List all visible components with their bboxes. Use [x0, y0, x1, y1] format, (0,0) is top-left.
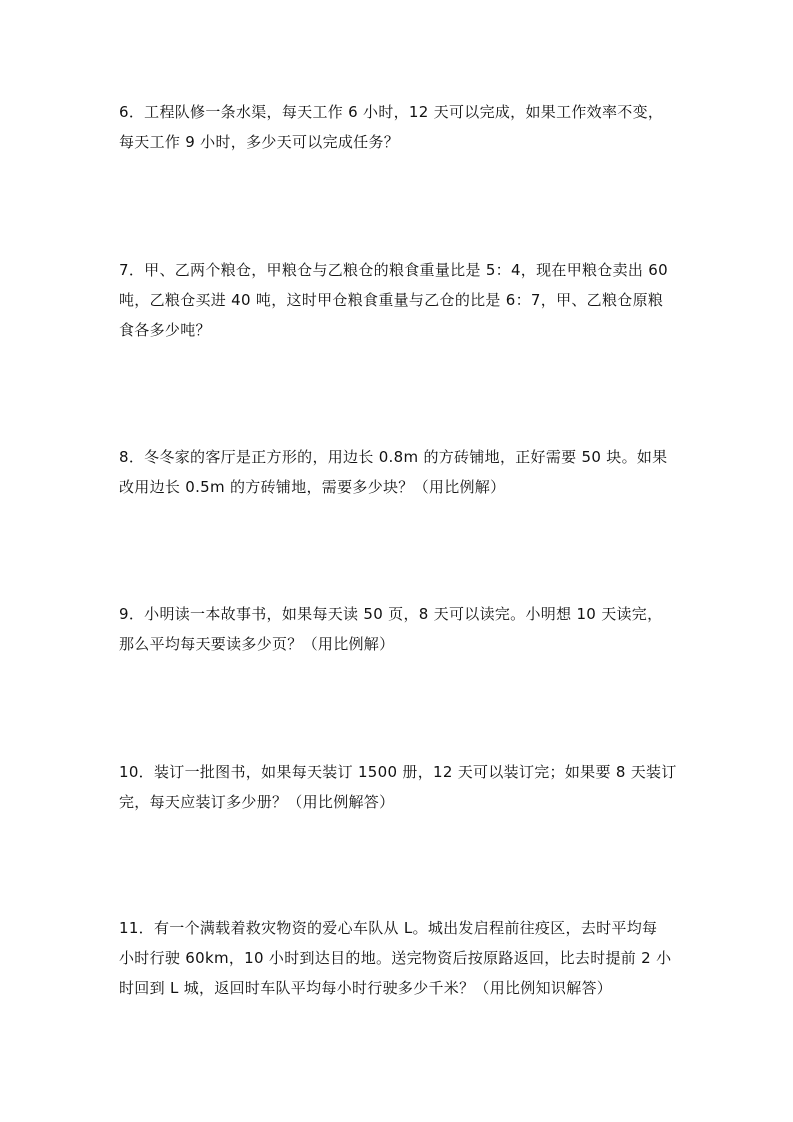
- problem-9-line-1: 9．小明读一本故事书，如果每天读 50 页，8 天可以读完。小明想 10 天读完，: [119, 605, 663, 623]
- problem-10: [119, 757, 684, 817]
- problem-11: [119, 913, 684, 1003]
- problem-8-line-1: 8．冬冬家的客厅是正方形的，用边长 0.8m 的方砖铺地，正好需要 50 块。如果: [119, 448, 668, 466]
- problem-11-line-3: 时回到 L 城，返回时车队平均每小时行驶多少千米？（用比例知识解答）: [119, 979, 613, 997]
- problem-7-line-2: 吨，乙粮仓买进 40 吨，这时甲仓粮食重量与乙仓的比是 6：7，甲、乙粮仓原粮: [119, 291, 664, 309]
- problem-7-line-3: 食各多少吨？: [119, 321, 211, 339]
- problem-10-line-2: 完，每天应装订多少册？（用比例解答）: [119, 793, 395, 811]
- problem-11-line-1: 11．有一个满载着救灾物资的爱心车队从 L。城出发启程前往疫区，去时平均每: [119, 919, 658, 937]
- problem-8-line-2: 改用边长 0.5m 的方砖铺地，需要多少块？（用比例解）: [119, 478, 506, 496]
- problem-7: [119, 255, 684, 345]
- problem-10-line-1: 10．装订一批图书，如果每天装订 1500 册，12 天可以装订完；如果要 8 天装订: [119, 763, 677, 781]
- problem-9: [119, 599, 684, 659]
- problem-9-line-2: 那么平均每天要读多少页？（用比例解）: [119, 635, 395, 653]
- problem-11-line-2: 小时行驶 60km，10 小时到达目的地。送完物资后按原路返回，比去时提前 2 小: [119, 949, 672, 967]
- problem-6-line-2: 每天工作 9 小时，多少天可以完成任务？: [119, 133, 400, 151]
- problem-8: [119, 442, 684, 502]
- problem-6-line-1: 6．工程队修一条水渠，每天工作 6 小时，12 天可以完成，如果工作效率不变，: [119, 103, 664, 121]
- problem-6: [119, 97, 684, 157]
- problem-7-line-1: 7．甲、乙两个粮仓，甲粮仓与乙粮仓的粮食重量比是 5：4，现在甲粮仓卖出 60: [119, 261, 668, 279]
